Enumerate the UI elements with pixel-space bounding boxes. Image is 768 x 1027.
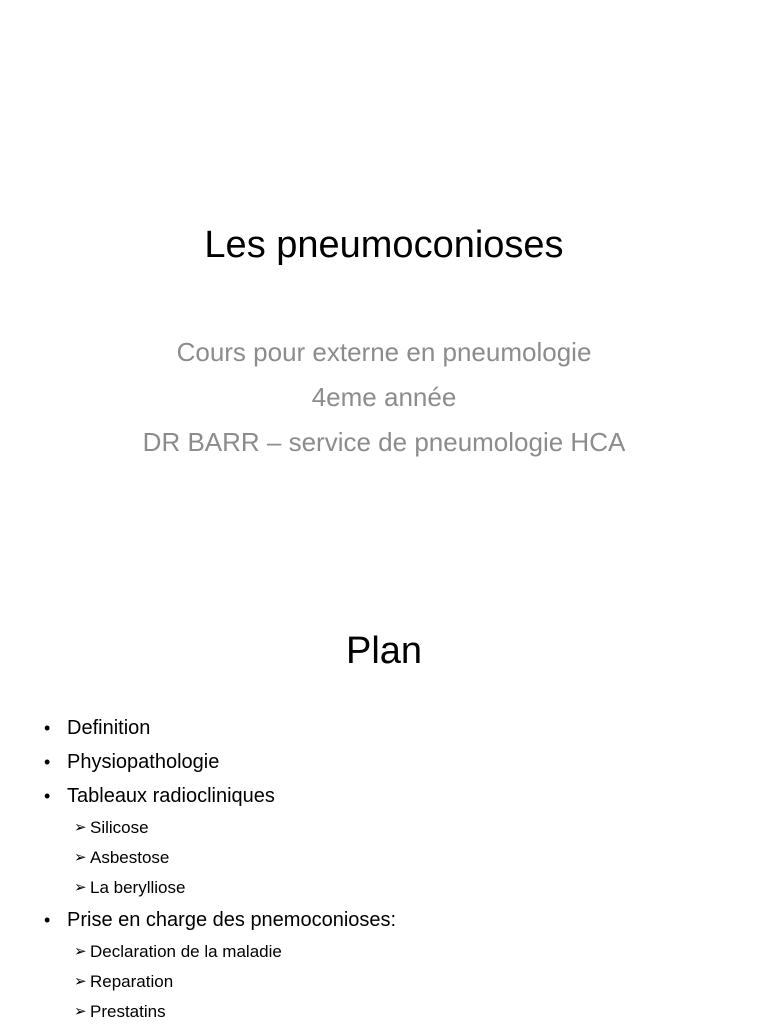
list-item xyxy=(0,779,768,813)
list-item-label: Tableaux radiocliniques xyxy=(67,785,275,807)
presentation-title: Les pneumoconioses xyxy=(204,224,564,266)
slide-plan xyxy=(0,576,768,1024)
bullet-icon: • xyxy=(44,718,51,738)
subtitle-line-author: DR BARR – service de pneumologie HCA xyxy=(142,427,626,457)
sub-list-item-label: Prestatins xyxy=(90,1002,166,1021)
arrow-bullet-icon: ➢ xyxy=(74,849,87,866)
arrow-bullet-icon: ➢ xyxy=(74,973,87,990)
sub-list-item xyxy=(0,843,768,873)
subtitle-block xyxy=(0,333,768,468)
arrow-bullet-icon: ➢ xyxy=(74,943,87,960)
list-item xyxy=(0,711,768,745)
sub-list-item xyxy=(0,997,768,1027)
subtitle-line-course: Cours pour externe en pneumologie xyxy=(176,337,592,367)
sub-list-item-label: Silicose xyxy=(90,818,149,837)
arrow-bullet-icon: ➢ xyxy=(74,879,87,896)
sub-list-item xyxy=(0,813,768,843)
sub-list-item-label: Reparation xyxy=(90,972,174,991)
sub-list-item-label: La berylliose xyxy=(90,878,186,897)
bullet-icon: • xyxy=(44,786,51,806)
subtitle-line-year: 4eme année xyxy=(311,382,457,412)
sub-list-item-label: Asbestose xyxy=(90,848,170,867)
plan-title: Plan xyxy=(345,630,423,672)
sub-list-item xyxy=(0,937,768,967)
list-item-label: Definition xyxy=(67,717,151,739)
sub-list-item xyxy=(0,967,768,997)
list-item xyxy=(0,903,768,937)
arrow-bullet-icon: ➢ xyxy=(74,819,87,836)
bullet-icon: • xyxy=(44,752,51,772)
plan-list xyxy=(0,711,768,1027)
sub-list-item-label: Declaration de la maladie xyxy=(90,942,282,961)
list-item-label: Physiopathologie xyxy=(67,751,220,773)
list-item-label: Prise en charge des pnemoconioses: xyxy=(67,909,397,931)
bullet-icon: • xyxy=(44,910,51,930)
list-item xyxy=(0,745,768,779)
sub-list-item xyxy=(0,873,768,903)
arrow-bullet-icon: ➢ xyxy=(74,1003,87,1020)
